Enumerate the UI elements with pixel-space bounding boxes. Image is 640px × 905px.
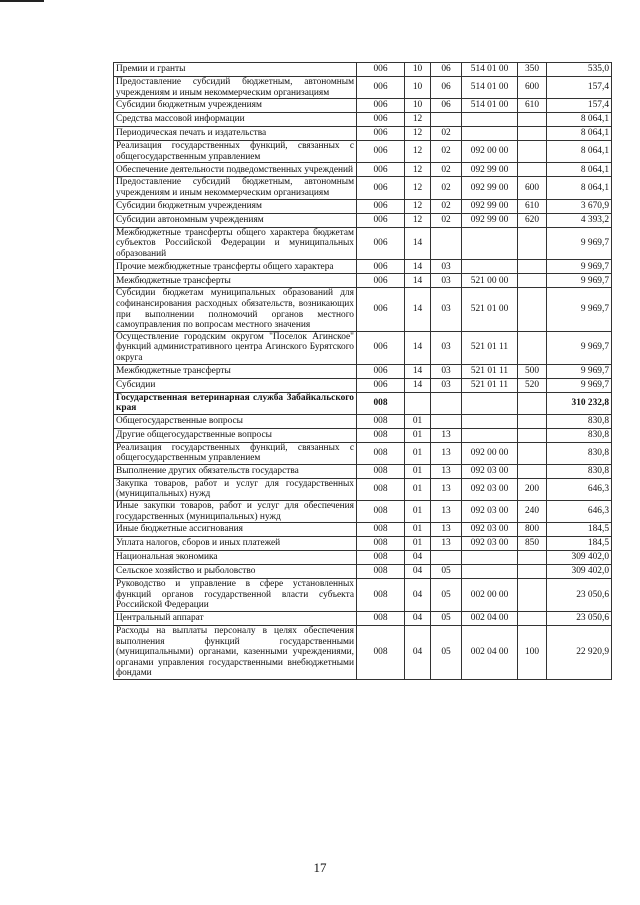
row-name-cell: Субсидии бюджетным учреждениям: [114, 199, 357, 213]
ministry-code-cell: 006: [357, 99, 405, 113]
target-code-cell: [462, 565, 518, 579]
expense-type-cell: 610: [518, 199, 547, 213]
amount-cell: 157,4: [547, 77, 612, 99]
ministry-code-cell: 006: [357, 77, 405, 99]
table-row: [114, 523, 612, 537]
amount-cell: 3 670,9: [547, 199, 612, 213]
amount-cell: 830,8: [547, 428, 612, 442]
section-code-cell: 14: [405, 364, 431, 378]
subsection-code-cell: 05: [431, 626, 462, 680]
amount-cell: 9 969,7: [547, 227, 612, 260]
row-name-cell: Центральный аппарат: [114, 612, 357, 626]
section-code-cell: 04: [405, 579, 431, 612]
budget-table: [113, 62, 612, 680]
budget-table-body: [114, 63, 612, 680]
table-row: [114, 478, 612, 500]
table-row: [114, 579, 612, 612]
target-code-cell: 092 99 00: [462, 163, 518, 177]
row-name-cell: Сельское хозяйство и рыболовство: [114, 565, 357, 579]
expense-type-cell: 350: [518, 63, 547, 77]
ministry-code-cell: 008: [357, 501, 405, 523]
subsection-code-cell: 13: [431, 501, 462, 523]
row-name-cell: Руководство и управление в сфере установленных функций органов государственной власти субъекта Российской Федерации: [114, 579, 357, 612]
expense-type-cell: [518, 579, 547, 612]
section-code-cell: 10: [405, 63, 431, 77]
row-name-cell: Реализация государственных функций, связанных с общегосударственным управлением: [114, 442, 357, 464]
subsection-code-cell: 03: [431, 288, 462, 331]
table-row: [114, 428, 612, 442]
section-code-cell: 01: [405, 414, 431, 428]
table-row: [114, 551, 612, 565]
ministry-code-cell: 006: [357, 163, 405, 177]
section-code-cell: 12: [405, 127, 431, 141]
target-code-cell: 092 00 00: [462, 442, 518, 464]
section-code-cell: 12: [405, 177, 431, 199]
subsection-code-cell: [431, 392, 462, 414]
ministry-code-cell: 008: [357, 626, 405, 680]
amount-cell: 9 969,7: [547, 364, 612, 378]
section-code-cell: 01: [405, 442, 431, 464]
expense-type-cell: 800: [518, 523, 547, 537]
expense-type-cell: [518, 442, 547, 464]
subsection-code-cell: 05: [431, 612, 462, 626]
section-code-cell: 10: [405, 77, 431, 99]
section-code-cell: 12: [405, 199, 431, 213]
amount-cell: 9 969,7: [547, 378, 612, 392]
target-code-cell: [462, 227, 518, 260]
table-row: [114, 392, 612, 414]
subsection-code-cell: 13: [431, 442, 462, 464]
table-row: [114, 99, 612, 113]
section-code-cell: 12: [405, 113, 431, 127]
ministry-code-cell: 006: [357, 113, 405, 127]
ministry-code-cell: 006: [357, 63, 405, 77]
expense-type-cell: 610: [518, 99, 547, 113]
ministry-code-cell: 006: [357, 364, 405, 378]
row-name-cell: Другие общегосударственные вопросы: [114, 428, 357, 442]
row-name-cell: Субсидии: [114, 378, 357, 392]
table-row: [114, 213, 612, 227]
amount-cell: 309 402,0: [547, 551, 612, 565]
row-name-cell: Иные закупки товаров, работ и услуг для обеспечения государственных (муниципальных) нужд: [114, 501, 357, 523]
page-number: 17: [313, 860, 327, 875]
ministry-code-cell: 008: [357, 392, 405, 414]
table-row: [114, 163, 612, 177]
table-row: [114, 274, 612, 288]
section-code-cell: 01: [405, 523, 431, 537]
expense-type-cell: 200: [518, 478, 547, 500]
target-code-cell: 092 99 00: [462, 199, 518, 213]
amount-cell: 157,4: [547, 99, 612, 113]
row-name-cell: Расходы на выплаты персоналу в целях обеспечения выполнения функций государственными (муниципальными) органами, казенными учреждениями, органами управления государственными внебюджетными фондами: [114, 626, 357, 680]
amount-cell: 830,8: [547, 442, 612, 464]
subsection-code-cell: 03: [431, 364, 462, 378]
table-row: [114, 331, 612, 364]
amount-cell: 9 969,7: [547, 288, 612, 331]
amount-cell: 22 920,9: [547, 626, 612, 680]
ministry-code-cell: 008: [357, 612, 405, 626]
section-code-cell: 14: [405, 260, 431, 274]
section-code-cell: 01: [405, 478, 431, 500]
section-code-cell: 10: [405, 99, 431, 113]
target-code-cell: [462, 414, 518, 428]
amount-cell: 184,5: [547, 523, 612, 537]
row-name-cell: Предоставление субсидий бюджетным, автономным учреждениям и иным некоммерческим организациям: [114, 77, 357, 99]
row-name-cell: Общегосударственные вопросы: [114, 414, 357, 428]
expense-type-cell: 850: [518, 537, 547, 551]
table-row: [114, 501, 612, 523]
table-row: [114, 537, 612, 551]
target-code-cell: [462, 392, 518, 414]
subsection-code-cell: 02: [431, 163, 462, 177]
target-code-cell: 514 01 00: [462, 63, 518, 77]
subsection-code-cell: 13: [431, 523, 462, 537]
target-code-cell: 092 03 00: [462, 464, 518, 478]
subsection-code-cell: 03: [431, 331, 462, 364]
amount-cell: 646,3: [547, 501, 612, 523]
section-code-cell: 12: [405, 141, 431, 163]
expense-type-cell: [518, 392, 547, 414]
expense-type-cell: [518, 464, 547, 478]
row-name-cell: Субсидии бюджетным учреждениям: [114, 99, 357, 113]
section-code-cell: 12: [405, 213, 431, 227]
amount-cell: 8 064,1: [547, 127, 612, 141]
subsection-code-cell: 06: [431, 77, 462, 99]
row-name-cell: Субсидии бюджетам муниципальных образований для софинансирования расходных обязательств, возникающих при выполнении полномочий органов местного самоуправления по вопросам местного значения: [114, 288, 357, 331]
subsection-code-cell: [431, 551, 462, 565]
section-code-cell: 14: [405, 288, 431, 331]
expense-type-cell: 500: [518, 364, 547, 378]
subsection-code-cell: 03: [431, 378, 462, 392]
row-name-cell: Премии и гранты: [114, 63, 357, 77]
table-row: [114, 127, 612, 141]
subsection-code-cell: 03: [431, 274, 462, 288]
expense-type-cell: [518, 260, 547, 274]
subsection-code-cell: [431, 113, 462, 127]
table-row: [114, 626, 612, 680]
section-code-cell: 04: [405, 612, 431, 626]
target-code-cell: 002 00 00: [462, 579, 518, 612]
row-name-cell: Уплата налогов, сборов и иных платежей: [114, 537, 357, 551]
section-code-cell: 01: [405, 464, 431, 478]
ministry-code-cell: 008: [357, 464, 405, 478]
row-name-cell: Иные бюджетные ассигнования: [114, 523, 357, 537]
subsection-code-cell: [431, 227, 462, 260]
ministry-code-cell: 006: [357, 378, 405, 392]
expense-type-cell: [518, 163, 547, 177]
target-code-cell: 514 01 00: [462, 77, 518, 99]
expense-type-cell: [518, 551, 547, 565]
row-name-cell: Национальная экономика: [114, 551, 357, 565]
subsection-code-cell: 13: [431, 464, 462, 478]
subsection-code-cell: 02: [431, 177, 462, 199]
section-code-cell: 04: [405, 551, 431, 565]
target-code-cell: [462, 551, 518, 565]
ministry-code-cell: 006: [357, 288, 405, 331]
section-code-cell: 01: [405, 501, 431, 523]
table-row: [114, 414, 612, 428]
section-code-cell: 14: [405, 274, 431, 288]
subsection-code-cell: 05: [431, 579, 462, 612]
section-code-cell: 14: [405, 227, 431, 260]
row-name-cell: Средства массовой информации: [114, 113, 357, 127]
table-row: [114, 63, 612, 77]
section-code-cell: 01: [405, 537, 431, 551]
ministry-code-cell: 008: [357, 478, 405, 500]
row-name-cell: Реализация государственных функций, связанных с общегосударственным управлением: [114, 141, 357, 163]
amount-cell: 9 969,7: [547, 331, 612, 364]
target-code-cell: 092 99 00: [462, 213, 518, 227]
expense-type-cell: 600: [518, 177, 547, 199]
row-name-cell: Осуществление городским округом "Поселок Агинское" функций административного центра Агинского Бурятского округа: [114, 331, 357, 364]
subsection-code-cell: 02: [431, 141, 462, 163]
subsection-code-cell: 13: [431, 428, 462, 442]
target-code-cell: 521 01 11: [462, 378, 518, 392]
ministry-code-cell: 008: [357, 551, 405, 565]
table-row: [114, 565, 612, 579]
row-name-cell: Закупка товаров, работ и услуг для государственных (муниципальных) нужд: [114, 478, 357, 500]
amount-cell: 8 064,1: [547, 141, 612, 163]
target-code-cell: [462, 428, 518, 442]
expense-type-cell: [518, 331, 547, 364]
table-row: [114, 227, 612, 260]
amount-cell: 646,3: [547, 478, 612, 500]
ministry-code-cell: 006: [357, 331, 405, 364]
subsection-code-cell: 02: [431, 127, 462, 141]
amount-cell: 8 064,1: [547, 113, 612, 127]
subsection-code-cell: 02: [431, 199, 462, 213]
amount-cell: 830,8: [547, 464, 612, 478]
ministry-code-cell: 008: [357, 523, 405, 537]
table-row: [114, 141, 612, 163]
expense-type-cell: 240: [518, 501, 547, 523]
target-code-cell: [462, 127, 518, 141]
amount-cell: 535,0: [547, 63, 612, 77]
target-code-cell: 514 01 00: [462, 99, 518, 113]
table-row: [114, 113, 612, 127]
section-code-cell: 01: [405, 428, 431, 442]
amount-cell: 830,8: [547, 414, 612, 428]
table-row: [114, 177, 612, 199]
subsection-code-cell: 03: [431, 260, 462, 274]
amount-cell: 309 402,0: [547, 565, 612, 579]
subsection-code-cell: 02: [431, 213, 462, 227]
section-code-cell: [405, 392, 431, 414]
ministry-code-cell: 008: [357, 565, 405, 579]
subsection-code-cell: [431, 414, 462, 428]
target-code-cell: [462, 260, 518, 274]
row-name-cell: Обеспечение деятельности подведомственных учреждений: [114, 163, 357, 177]
target-code-cell: 092 03 00: [462, 537, 518, 551]
subsection-code-cell: 13: [431, 478, 462, 500]
target-code-cell: 092 03 00: [462, 478, 518, 500]
section-code-cell: 04: [405, 626, 431, 680]
expense-type-cell: [518, 274, 547, 288]
section-code-cell: 12: [405, 163, 431, 177]
table-row: [114, 288, 612, 331]
subsection-code-cell: 05: [431, 565, 462, 579]
row-name-cell: Государственная ветеринарная служба Забайкальского края: [114, 392, 357, 414]
amount-cell: 310 232,8: [547, 392, 612, 414]
expense-type-cell: [518, 612, 547, 626]
amount-cell: 9 969,7: [547, 274, 612, 288]
ministry-code-cell: 008: [357, 579, 405, 612]
table-row: [114, 364, 612, 378]
target-code-cell: 002 04 00: [462, 612, 518, 626]
ministry-code-cell: 006: [357, 199, 405, 213]
ministry-code-cell: 006: [357, 177, 405, 199]
row-name-cell: Прочие межбюджетные трансферты общего характера: [114, 260, 357, 274]
expense-type-cell: [518, 141, 547, 163]
table-row: [114, 77, 612, 99]
amount-cell: 23 050,6: [547, 612, 612, 626]
ministry-code-cell: 006: [357, 127, 405, 141]
expense-type-cell: [518, 113, 547, 127]
row-name-cell: Выполнение других обязательств государства: [114, 464, 357, 478]
expense-type-cell: [518, 565, 547, 579]
amount-cell: 4 393,2: [547, 213, 612, 227]
ministry-code-cell: 008: [357, 537, 405, 551]
table-row: [114, 464, 612, 478]
ministry-code-cell: 006: [357, 274, 405, 288]
ministry-code-cell: 008: [357, 442, 405, 464]
expense-type-cell: [518, 414, 547, 428]
table-row: [114, 378, 612, 392]
amount-cell: 8 064,1: [547, 163, 612, 177]
target-code-cell: 092 03 00: [462, 523, 518, 537]
target-code-cell: 092 00 00: [462, 141, 518, 163]
amount-cell: 23 050,6: [547, 579, 612, 612]
table-row: [114, 260, 612, 274]
section-code-cell: 04: [405, 565, 431, 579]
corner-rule: [0, 0, 44, 2]
table-row: [114, 612, 612, 626]
section-code-cell: 14: [405, 331, 431, 364]
expense-type-cell: 620: [518, 213, 547, 227]
expense-type-cell: 520: [518, 378, 547, 392]
expense-type-cell: 100: [518, 626, 547, 680]
target-code-cell: 521 01 11: [462, 331, 518, 364]
amount-cell: 184,5: [547, 537, 612, 551]
target-code-cell: 521 00 00: [462, 274, 518, 288]
ministry-code-cell: 008: [357, 414, 405, 428]
table-row: [114, 199, 612, 213]
row-name-cell: Межбюджетные трансферты: [114, 364, 357, 378]
subsection-code-cell: 06: [431, 63, 462, 77]
ministry-code-cell: 006: [357, 260, 405, 274]
ministry-code-cell: 006: [357, 141, 405, 163]
ministry-code-cell: 008: [357, 428, 405, 442]
row-name-cell: Периодическая печать и издательства: [114, 127, 357, 141]
expense-type-cell: [518, 127, 547, 141]
target-code-cell: 521 01 11: [462, 364, 518, 378]
subsection-code-cell: 13: [431, 537, 462, 551]
section-code-cell: 14: [405, 378, 431, 392]
expense-type-cell: [518, 428, 547, 442]
row-name-cell: Предоставление субсидий бюджетным, автономным учреждениям и иным некоммерческим организациям: [114, 177, 357, 199]
row-name-cell: Межбюджетные трансферты: [114, 274, 357, 288]
subsection-code-cell: 06: [431, 99, 462, 113]
ministry-code-cell: 006: [357, 227, 405, 260]
target-code-cell: 092 99 00: [462, 177, 518, 199]
target-code-cell: [462, 113, 518, 127]
target-code-cell: 002 04 00: [462, 626, 518, 680]
target-code-cell: 092 03 00: [462, 501, 518, 523]
ministry-code-cell: 006: [357, 213, 405, 227]
expense-type-cell: [518, 227, 547, 260]
expense-type-cell: 600: [518, 77, 547, 99]
amount-cell: 9 969,7: [547, 260, 612, 274]
target-code-cell: 521 01 00: [462, 288, 518, 331]
row-name-cell: Субсидии автономным учреждениям: [114, 213, 357, 227]
table-row: [114, 442, 612, 464]
row-name-cell: Межбюджетные трансферты общего характера бюджетам субъектов Российской Федерации и муниципальных образований: [114, 227, 357, 260]
expense-type-cell: [518, 288, 547, 331]
amount-cell: 8 064,1: [547, 177, 612, 199]
